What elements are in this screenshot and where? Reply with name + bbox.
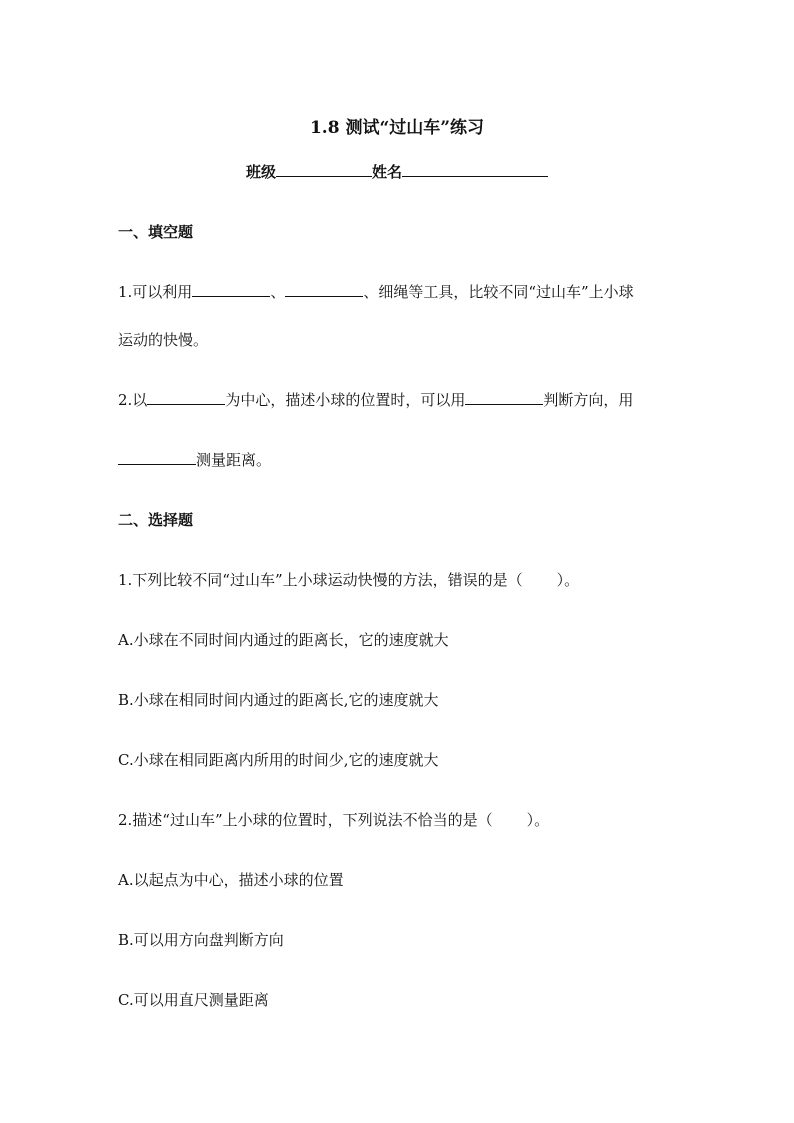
section-choice-heading: 二、选择题: [118, 511, 194, 529]
name-blank[interactable]: [402, 162, 548, 177]
fill-q1-separator: 、: [270, 283, 286, 301]
choice-q2-option-a: A.以起点为中心，描述小球的位置: [118, 871, 344, 889]
fill-q2-text-end: 测量距离。: [196, 451, 272, 469]
choice-q2-option-b: B.可以用方向盘判断方向: [118, 931, 284, 949]
choice-q2-option-c: C.可以用直尺测量距离: [118, 991, 269, 1009]
fill-q2-text-b: 为中心，描述小球的位置时，可以用: [225, 391, 466, 409]
fill-q2-text-a: 2.以: [118, 391, 148, 409]
fill-question-1: [118, 282, 634, 302]
section-fill-blank-heading: 一、填空题: [118, 223, 194, 241]
choice-q2-stem: 2.描述“过山车”上小球的位置时，下列说法不恰当的是（: [118, 811, 493, 829]
class-name-line: [0, 162, 794, 182]
choice-q1-stem-end: ）。: [556, 571, 580, 589]
fill-q1-text-b: 、细绳等工具，比较不同“过山车”上小球: [363, 283, 634, 301]
fill-q1-text-a: 1.可以利用: [118, 283, 193, 301]
choice-q1-stem: 1.下列比较不同“过山车”上小球运动快慢的方法，错误的是（: [118, 571, 523, 589]
fill-q2-blank-2[interactable]: [465, 390, 543, 405]
fill-q2-blank-1[interactable]: [147, 390, 225, 405]
fill-q2-blank-3[interactable]: [118, 450, 196, 465]
class-blank[interactable]: [276, 162, 372, 177]
fill-q2-text-c: 判断方向，用: [543, 391, 634, 409]
name-label: 姓名: [372, 163, 403, 181]
choice-q1-option-c: C.小球在相同距离内所用的时间少,它的速度就大: [118, 751, 439, 769]
fill-question-2-continued: [118, 450, 271, 470]
page-title: 1.8 测试“过山车”练习: [309, 118, 485, 138]
choice-q2-stem-end: ）。: [526, 811, 550, 829]
fill-q1-blank-1[interactable]: [192, 282, 270, 297]
fill-q1-blank-2[interactable]: [285, 282, 363, 297]
class-label: 班级: [245, 163, 276, 181]
fill-question-1-continued: 运动的快慢。: [118, 331, 209, 349]
choice-q1-option-a: A.小球在不同时间内通过的距离长，它的速度就大: [118, 631, 449, 649]
choice-question-1: [118, 570, 579, 590]
choice-q1-option-b: B.小球在相同时间内通过的距离长,它的速度就大: [118, 691, 439, 709]
choice-question-2: [118, 810, 549, 830]
fill-question-2: [118, 390, 633, 410]
